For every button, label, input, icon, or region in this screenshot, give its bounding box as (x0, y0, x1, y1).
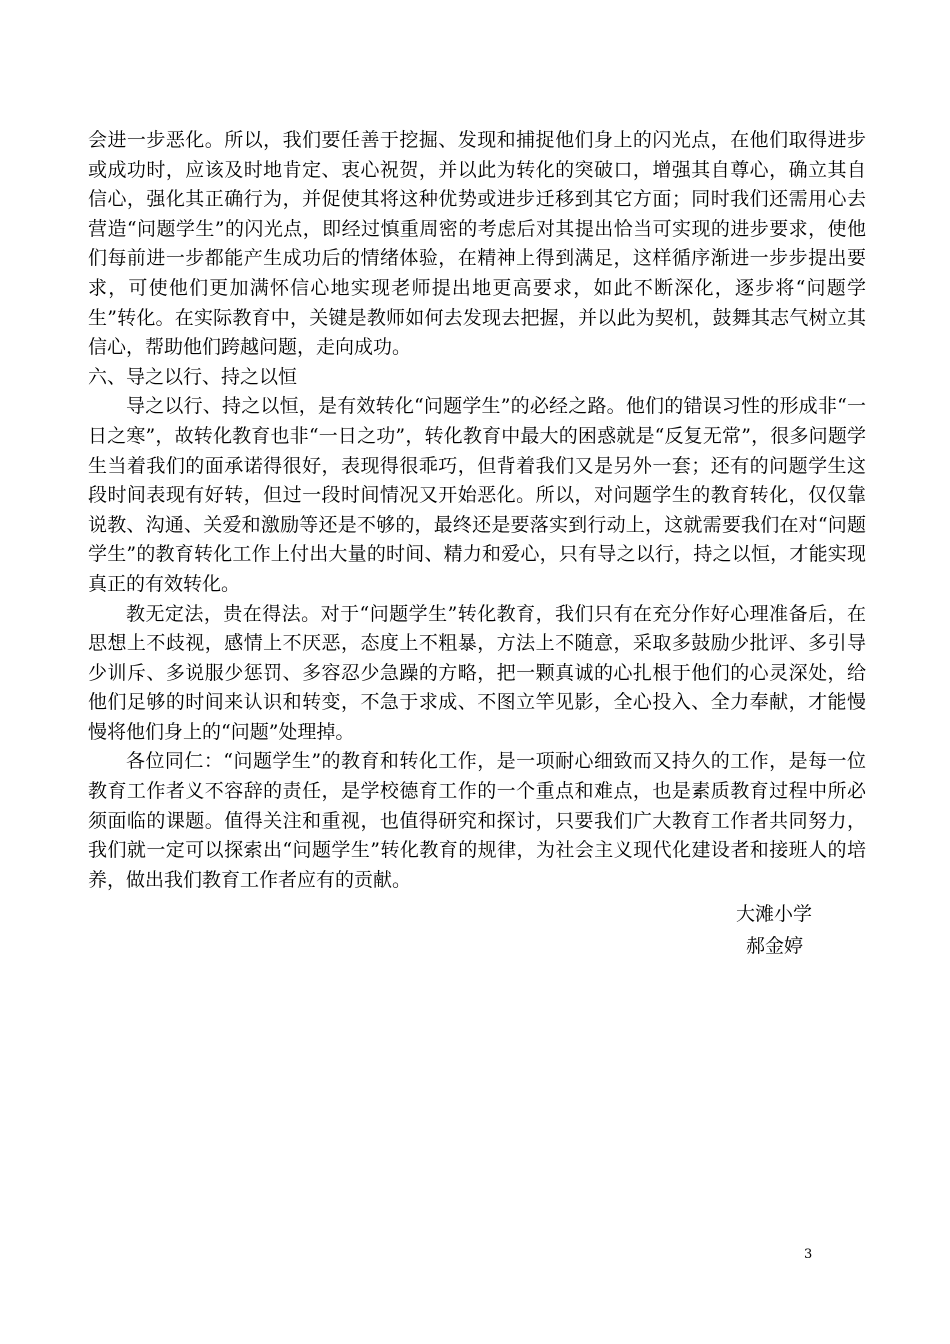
paragraph-closing: 各位同仁：“问题学生”的教育和转化工作，是一项耐心细致而又持久的工作，是每一位教育工作者义不容辞的责任，是学校德育工作的一个重点和难点，也是素质教育过程中所必须面临的课题。值得关注和重视，也值得研究和探讨，只要我们广大教育工作者共同努力，我们就一定可以探索出“问题学生”转化教育的规律，为社会主义现代化建设者和接班人的培养，做出我们教育工作者应有的贡献。 (88, 750, 866, 891)
paragraph-method: 教无定法，贵在得法。对于“问题学生”转化教育，我们只有在充分作好心理准备后，在思想上不歧视，感情上不厌恶，态度上不粗暴，方法上不随意，采取多鼓励少批评、多引导少训斥、多说服少惩罚、多容忍少急躁的方略，把一颗真诚的心扎根于他们的心灵深处，给他们足够的时间来认识和转变，不急于求成、不图立竿见影，全心投入、全力奉献，才能慢慢将他们身上的“问题”处理掉。 (88, 602, 866, 743)
signature-block (736, 898, 866, 962)
document-body (88, 126, 866, 895)
paragraph-guidance: 导之以行、持之以恒，是有效转化“问题学生”的必经之路。他们的错误习性的形成非“一日之寒”，故转化教育也非“一日之功”，转化教育中最大的困惑就是“反复无常”，很多问题学生当着我们的面承诺得很好，表现得很乖巧，但背着我们又是另外一套；还有的问题学生这段时间表现有好转，但过一段时间情况又开始恶化。所以，对问题学生的教育转化，仅仅靠说教、沟通、关爱和激励等还是不够的，最终还是要落实到行动上，这就需要我们在对“问题学生”的教育转化工作上付出大量的时间、精力和爱心，只有导之以行，持之以恒，才能实现真正的有效转化。 (88, 395, 866, 595)
signature-author: 郝金婷 (746, 935, 804, 957)
page-number: 3 (804, 1247, 813, 1262)
paragraph-continuation: 会进一步恶化。所以，我们要任善于挖掘、发现和捕捉他们身上的闪光点，在他们取得进步或成功时，应该及时地肯定、衷心祝贺，并以此为转化的突破口，增强其自尊心，确立其自信心，强化其正确行为，并促使其将这种优势或进步迁移到其它方面；同时我们还需用心去营造“问题学生”的闪光点，即经过慎重周密的考虑后对其提出恰当可实现的进步要求，使他们每前进一步都能产生成功后的情绪体验，在精神上得到满足，这样循序渐进一步步提出要求，可使他们更加满怀信心地实现老师提出地更高要求，如此不断深化，逐步将“问题学生”转化。在实际教育中，关键是教师如何去发现去把握，并以此为契机，鼓舞其志气树立其信心，帮助他们跨越问题，走向成功。 (88, 129, 866, 359)
signature-school: 大滩小学 (736, 903, 813, 925)
section-heading: 六、导之以行、持之以恒 (88, 365, 298, 388)
